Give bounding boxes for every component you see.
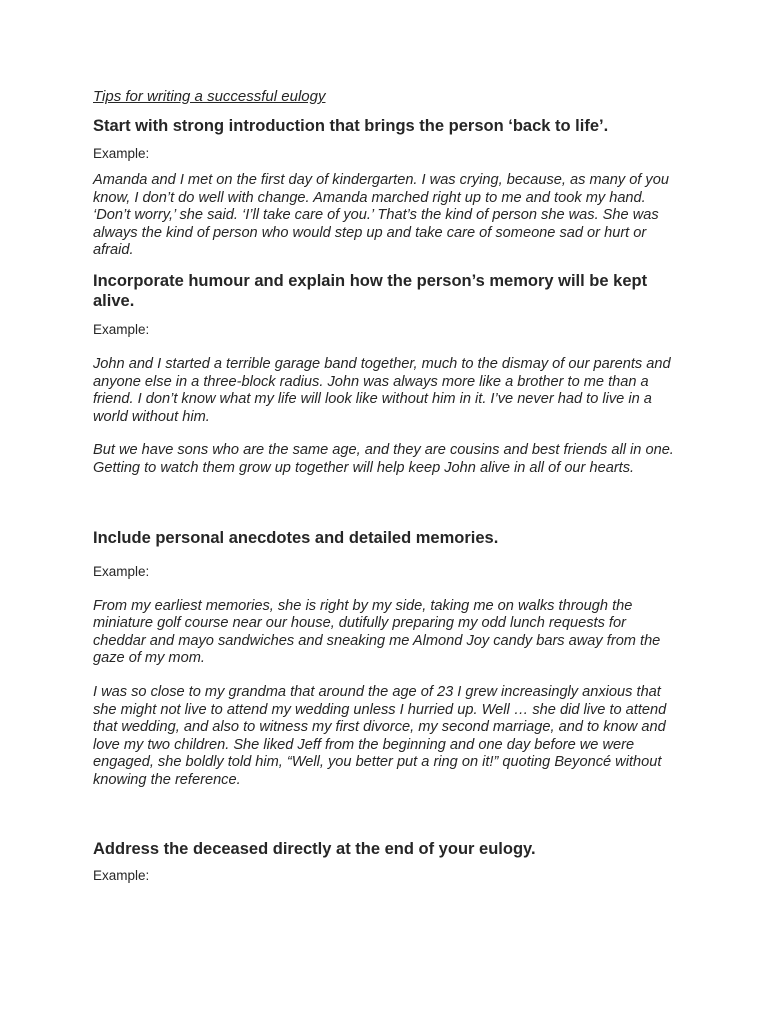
example-paragraph: But we have sons who are the same age, and they are cousins and best friends all in one. Getting to watch them grow up together will help keep John alive in all of our hearts. (93, 442, 674, 476)
section-heading-anecdotes: Include personal anecdotes and detailed memories. (93, 528, 499, 547)
example-paragraph: Amanda and I met on the first day of kindergarten. I was crying, because, as many of you know, I don’t do well with change. Amanda marched right up to me and took my hand. ‘Don’t worry,’ she said. ‘I’ll take care of you.’ That’s the kind of person she was. She was always the kind of person who would step up and take care of someone sad or hurt or afraid. (93, 172, 669, 259)
document-page (93, 88, 678, 884)
section-heading-address-deceased: Address the deceased directly at the end of your eulogy. (93, 840, 536, 859)
section-heading-introduction: Start with strong introduction that brings the person ‘back to life’. (93, 117, 609, 135)
document-title: Tips for writing a successful eulogy (93, 88, 326, 105)
example-label: Example: (93, 868, 150, 884)
section-heading-humour: Incorporate humour and explain how the person’s memory will be kept alive. (93, 271, 648, 310)
example-label: Example: (93, 321, 150, 337)
example-paragraph: John and I started a terrible garage band together, much to the dismay of our parents and anyone else in a three-block radius. John was always more like a brother to me than a friend. I don’t know what my life will look like without him in it. I’ve never had to live in a world without him. (93, 355, 671, 425)
example-paragraph: From my earliest memories, she is right by my side, taking me on walks through the miniature golf course near our house, dutifully preparing my odd lunch requests for cheddar and mayo sandwiches and sneaking me Almond Joy candy bars away from the gaze of my mom. (93, 597, 661, 667)
example-paragraph: I was so close to my grandma that around the age of 23 I grew increasingly anxious that she might not live to attend my wedding unless I hurried up. Well … she did live to attend that wedding, and also to witness my first divorce, my second marriage, and to know and love my two children. She liked Jeff from the beginning and one day before we were engaged, she boldly told him, “Well, you better put a ring on it!” quoting Beyoncé without knowing the reference. (93, 683, 667, 788)
example-label: Example: (93, 146, 150, 161)
example-label: Example: (93, 563, 150, 579)
